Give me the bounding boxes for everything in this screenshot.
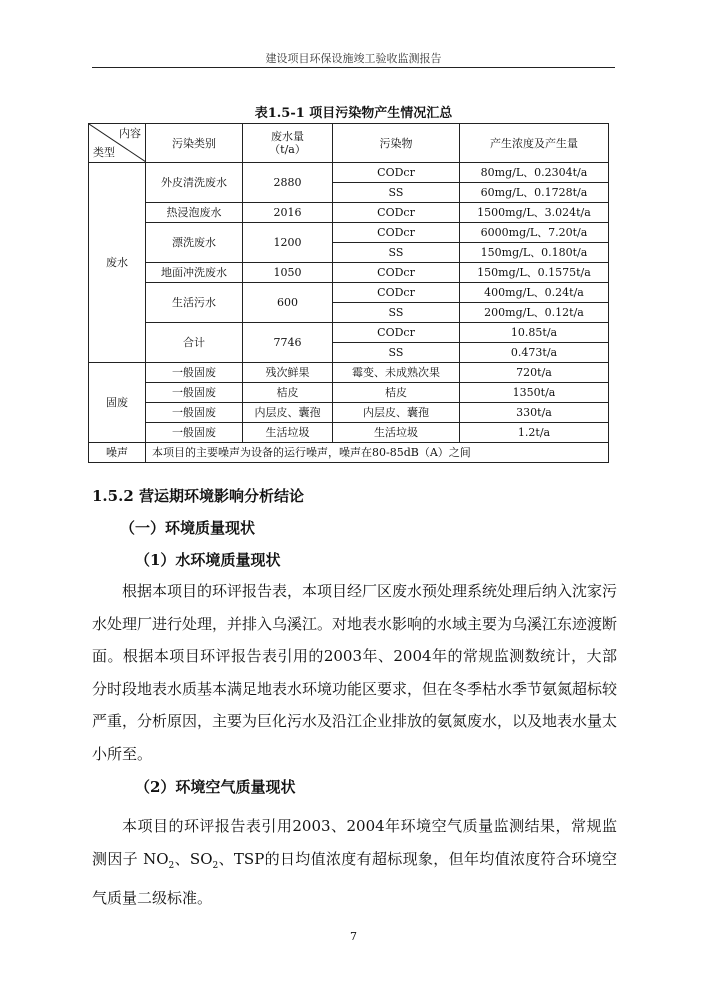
corner-top: 内容	[119, 127, 141, 140]
table-cell: 150mg/L、0.1575t/a	[460, 263, 609, 283]
corner-bottom: 类型	[93, 146, 115, 159]
table-row	[89, 203, 609, 223]
running-header: 建设项目环保设施竣工验收监测报告	[265, 52, 442, 65]
col-header: 废水量 （t/a）	[243, 124, 333, 163]
table-cell: 330t/a	[460, 403, 609, 423]
subsection-title: （2）环境空气质量现状	[135, 778, 296, 796]
table-cell: 1500mg/L、3.024t/a	[460, 203, 609, 223]
col-header: 污染物	[333, 124, 460, 163]
table-cell: SS	[333, 303, 460, 323]
table-cell: 1350t/a	[460, 383, 609, 403]
table-cell: 一般固废	[146, 403, 243, 423]
table-cell: CODcr	[333, 283, 460, 303]
table-cell: 地面冲洗废水	[146, 263, 243, 283]
table-cell: 150mg/L、0.180t/a	[460, 243, 609, 263]
table-cell: 生活垃圾	[333, 423, 460, 443]
table-cell: 生活污水	[146, 283, 243, 323]
table-cell: 外皮清洗废水	[146, 163, 243, 203]
table-cell: CODcr	[333, 223, 460, 243]
table-row	[89, 363, 609, 383]
table-row	[89, 163, 609, 183]
table-cell: 桔皮	[243, 383, 333, 403]
group-cell: 固废	[89, 363, 146, 443]
table-cell: CODcr	[333, 203, 460, 223]
table-cell: 10.85t/a	[460, 323, 609, 343]
table-cell: 一般固废	[146, 383, 243, 403]
paragraph-text: 根据本项目的环评报告表，本项目经厂区废水预处理系统处理后纳入沈家污水处理厂进行处理，并排入乌溪江。对地表水影响的水域主要为乌溪江东迹渡断面。根据本项目环评报告表引用的2003年、2004年的常规监测数统计，大部分时段地表水质基本满足地表水环境功能区要求，但在冬季枯水季节氨氮超标较严重，分析原因，主要为巨化污水及沿江企业排放的氨氮废水，以及地表水量太小所至。	[92, 582, 618, 763]
table-cell: 生活垃圾	[243, 423, 333, 443]
table-cell: 600	[243, 283, 333, 323]
paragraph	[92, 810, 617, 915]
table-cell: 一般固废	[146, 363, 243, 383]
table-cell: SS	[333, 183, 460, 203]
table-caption: 表1.5-1 项目污染物产生情况汇总	[254, 106, 453, 121]
table-cell: 0.473t/a	[460, 343, 609, 363]
subsection-title: （1）水环境质量现状	[135, 551, 281, 569]
corner-cell	[89, 124, 146, 163]
paragraph	[92, 575, 617, 770]
table-cell: 7746	[243, 323, 333, 363]
header-rule	[92, 67, 615, 68]
table-cell: 1200	[243, 223, 333, 263]
section-title: 1.5.2 营运期环境影响分析结论	[92, 487, 304, 505]
table-cell: 热浸泡废水	[146, 203, 243, 223]
table-cell: 霉变、未成熟次果	[333, 363, 460, 383]
table-cell: CODcr	[333, 323, 460, 343]
table-cell: 2016	[243, 203, 333, 223]
paragraph-text: 本项目的环评报告表引用2003、2004年环境空气质量监测结果，常规监测因子 $NO_2$、$SO_2$、TSP的日均值浓度有超标现象，但年均值浓度符合环境空气质量二级标准。	[92, 817, 617, 907]
table-cell: 残次鲜果	[243, 363, 333, 383]
table-cell: 2880	[243, 163, 333, 203]
table-header-row	[89, 124, 609, 163]
table-cell: 60mg/L、0.1728t/a	[460, 183, 609, 203]
table-row	[89, 383, 609, 403]
col-header: 污染类别	[146, 124, 243, 163]
table-row	[89, 443, 609, 463]
table-cell: SS	[333, 243, 460, 263]
noise-text: 本项目的主要噪声为设备的运行噪声，噪声在80-85dB（A）之间	[146, 443, 609, 463]
table-row	[89, 323, 609, 343]
table-cell: 720t/a	[460, 363, 609, 383]
table-cell: 内层皮、囊孢	[333, 403, 460, 423]
pollutant-table	[88, 123, 609, 463]
table-row	[89, 283, 609, 303]
table-cell: 200mg/L、0.12t/a	[460, 303, 609, 323]
table-cell: 内层皮、囊孢	[243, 403, 333, 423]
table-row	[89, 403, 609, 423]
table-cell: 1050	[243, 263, 333, 283]
table-row	[89, 263, 609, 283]
table-cell: CODcr	[333, 163, 460, 183]
table-row	[89, 223, 609, 243]
table-row	[89, 423, 609, 443]
group-cell: 噪声	[89, 443, 146, 463]
table-cell: 80mg/L、0.2304t/a	[460, 163, 609, 183]
table-cell: 合计	[146, 323, 243, 363]
group-cell: 废水	[89, 163, 146, 363]
col-header: 产生浓度及产生量	[460, 124, 609, 163]
page-number: 7	[350, 930, 357, 943]
subsection-title: （一）环境质量现状	[120, 519, 256, 537]
table-cell: 一般固废	[146, 423, 243, 443]
table-cell: 400mg/L、0.24t/a	[460, 283, 609, 303]
table-cell: CODcr	[333, 263, 460, 283]
table-cell: SS	[333, 343, 460, 363]
table-cell: 漂洗废水	[146, 223, 243, 263]
table-cell: 6000mg/L、7.20t/a	[460, 223, 609, 243]
table-cell: 桔皮	[333, 383, 460, 403]
table-cell: 1.2t/a	[460, 423, 609, 443]
